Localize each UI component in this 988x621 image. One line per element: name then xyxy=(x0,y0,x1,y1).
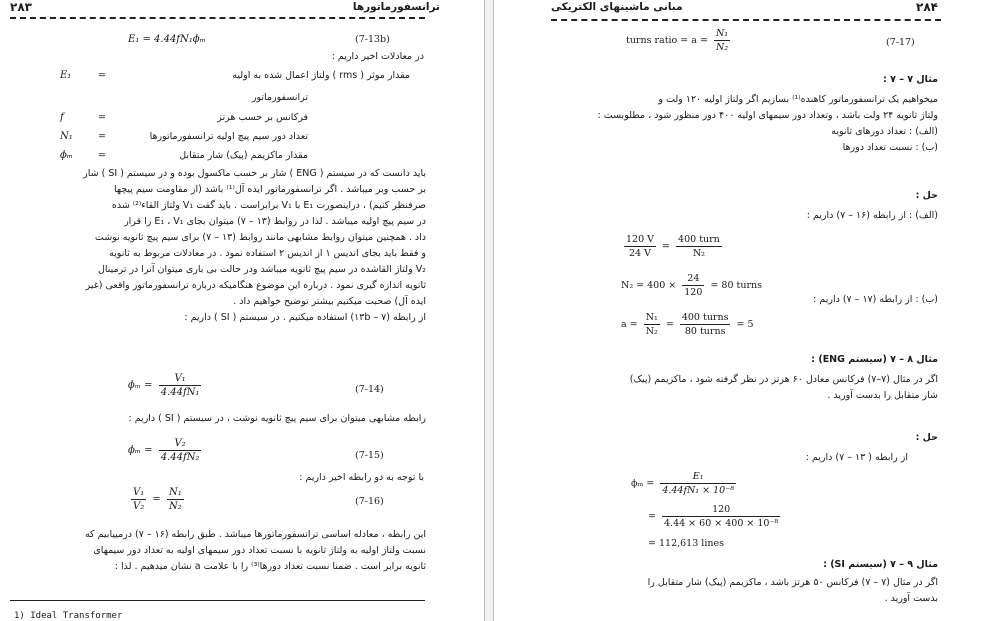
intro-text: در معادلات اخیر داریم : xyxy=(331,51,424,62)
equation-lhs: ϕₘ = xyxy=(128,380,153,391)
text-line: داد . همچنین میتوان روابط مشابهی مانند روابط (۱۳ – ۷) برای سیم پیچ ثانویه نوشت xyxy=(94,232,426,243)
variable-definition: مقدار ماکزیمم (پیک) شار متقابل xyxy=(179,150,308,161)
example-body xyxy=(546,92,938,156)
fraction-denominator: 4.44fN₂ xyxy=(160,452,200,463)
running-header: ترانسفورماتورها xyxy=(352,1,440,13)
equals-sign: = xyxy=(98,70,106,81)
example-title: مثال ۹ – ۷ (سیستم SI) : xyxy=(823,559,938,570)
header-rule xyxy=(551,19,941,21)
fraction-denominator: 80 turns xyxy=(684,326,726,337)
text-line: (ب) : نسبت تعداد دورها xyxy=(842,142,938,153)
fraction-denominator: 4.44fN₁ × 10⁻⁸ xyxy=(662,485,735,496)
text-line: اگر در مثال (۷ – ۷) فرکانس ۵۰ هرتز باشد ، ماکزیمم (پیک) شار متقابل را xyxy=(647,577,938,588)
fraction xyxy=(644,311,660,338)
equals-sign: = xyxy=(98,112,106,123)
variable-symbol: N₁ xyxy=(60,131,73,142)
fraction xyxy=(714,27,730,54)
fraction-denominator: V₂ xyxy=(133,501,145,512)
text-line: نسبت ولتاژ اولیه به ولتاژ ثانویه با نسبت تعداد دور سیمهای اولیه به تعداد دور سیمهای xyxy=(93,545,426,556)
fraction-numerator: 400 turns xyxy=(681,312,729,323)
equation-lhs: turns ratio = a = xyxy=(626,35,708,46)
fraction-denominator: N₂ xyxy=(169,501,182,512)
text-line: باید دانست که در سیستم ( ENG ) شار بر حسب ماکسول بوده و در سیستم ( SI ) شار xyxy=(83,168,426,179)
text-line: از رابطه ( ۱۳ – ۷) داریم : xyxy=(805,452,908,463)
fraction-denominator: 4.44fN₁ xyxy=(160,387,200,398)
text-line: ایده آل) صحبت میکنیم بیشتر توضیح خواهیم داد . xyxy=(233,296,426,307)
fraction xyxy=(624,233,656,260)
fraction-denominator: N₂ xyxy=(692,248,705,259)
equation-flux xyxy=(631,470,739,497)
fraction-numerator: V₁ xyxy=(159,372,202,386)
fraction xyxy=(682,272,704,299)
text-line: ولتاژ ثانویه ۲۴ ولت باشد ، وتعداد دور سیمهای اولیه ۴۰۰ دور منظور شود ، مطلوبست : xyxy=(597,110,938,121)
equation-result: = 80 turns xyxy=(710,280,762,291)
page-number: ۲۸۴ xyxy=(916,0,938,14)
text-line: در سیم پیچ اولیه میباشد . لذا در روابط (۱۳ – ۷) میتوان بجای E₁ ، V₁ را قرار xyxy=(124,216,426,227)
equation-label: (7-13b) xyxy=(355,34,390,45)
fraction xyxy=(662,503,780,530)
variable-definition: مقدار موثر ( rms ) ولتاژ اعمال شده به اولیه xyxy=(232,70,410,81)
equation-ratio xyxy=(621,233,725,260)
text-line: اگر در مثال (۷–۷) فرکانس معادل ۶۰ هرتز در نظر گرفته شود ، ماکزیمم (پیک) xyxy=(629,374,938,385)
header-rule xyxy=(10,17,425,19)
example-body xyxy=(546,372,938,404)
text-line: میخواهیم یک ترانسفورماتور کاهنده⁽¹⁾ بسازیم اگر ولتاژ اولیه ۱۲۰ ولت و xyxy=(658,94,938,105)
fraction-numerator: 120 V xyxy=(626,234,655,245)
closing-paragraph xyxy=(8,527,426,575)
fraction-denominator: 24 V xyxy=(629,248,651,259)
fraction-denominator: N₂ xyxy=(645,326,658,337)
equation-label: (7-14) xyxy=(355,384,384,395)
fraction-numerator: N₁ xyxy=(715,28,729,39)
equals-sign: = xyxy=(662,241,671,252)
equals-sign: = xyxy=(152,494,161,505)
equation-label: (7-15) xyxy=(355,450,384,461)
fraction-numerator: N₁ xyxy=(645,312,658,323)
fraction-numerator: N₁ xyxy=(169,487,182,498)
fraction-denominator: 4.44 × 60 × 400 × 10⁻⁸ xyxy=(664,518,779,529)
text-line: (الف) : از رابطه (۱۶ – ۷) داریم : xyxy=(806,210,938,221)
fraction xyxy=(159,437,202,464)
body-paragraph xyxy=(8,166,426,326)
fraction-numerator: V₁ xyxy=(133,487,145,498)
variable-symbol: f xyxy=(60,112,64,123)
equation-flux-result: = 112,613 lines xyxy=(648,538,724,549)
equation-lhs: ϕₘ = xyxy=(128,445,153,456)
text-line: ثانویه اندازه گیری نمود . درباره این موضوع هنگامیکه درباره ترانسفورماتور واقعی (غیر xyxy=(85,280,426,291)
text-line: با توجه به دو رابطه اخیر داریم : xyxy=(299,472,424,483)
equation-lhs: a = xyxy=(621,319,638,330)
text-line: و فقط باید بجای اندیس ۱ از اندیس ۲ استفاده نمود . در معادلات مربوط به ثانویه xyxy=(109,248,426,259)
text-line: بدست آورید . xyxy=(884,593,938,604)
text-line: از رابطه (۱۳b – ۷) استفاده میکنیم . در سیستم ( SI ) داریم : xyxy=(184,312,426,323)
equation-flux-substituted xyxy=(648,503,783,530)
equation-lhs: N₂ = 400 × xyxy=(621,280,677,291)
equals-sign: = xyxy=(98,131,106,142)
equation-lhs: ϕₘ = xyxy=(631,478,655,489)
variable-symbol: ϕₘ xyxy=(60,150,73,161)
variable-symbol: E₁ xyxy=(60,70,72,81)
text-line: V₂ ولتاژ القاشده در سیم پیچ ثانویه میباشد ودر حالت بی باری میتوان آنرا در ترمینال xyxy=(97,264,426,275)
solution-label: حل : xyxy=(915,190,938,201)
fraction-numerator: 24 xyxy=(682,272,704,286)
solution-label: حل : xyxy=(915,432,938,443)
text-line: بر حسب وبر میباشد . اگر ترانسفورماتور ایده آل⁽¹⁾ باشد (از مقاومت سیم پیچها xyxy=(113,184,426,195)
footnote-rule xyxy=(10,600,425,601)
text-line: ثانویه برابر است . ضمنا نسبت تعداد دورها⁽³⁾ را با علامت a نشان میدهیم . لذا : xyxy=(114,561,426,572)
equation-7-13b: E₁ = 4.44fN₁ϕₘ xyxy=(128,34,206,45)
fraction xyxy=(680,311,731,338)
variable-definition: فرکانس بر حسب هرتز xyxy=(217,112,308,123)
fraction xyxy=(660,470,736,497)
fraction-denominator: N₂ xyxy=(715,42,729,53)
equals-sign: = xyxy=(98,150,106,161)
equation-7-17 xyxy=(626,27,733,54)
equation-label: (7-17) xyxy=(886,37,915,48)
equation-turns-ratio xyxy=(621,311,754,338)
fraction-numerator: E₁ xyxy=(660,470,736,484)
fraction xyxy=(159,372,202,399)
example-title: مثال ۷ – ۷ : xyxy=(883,74,938,85)
fraction xyxy=(131,486,146,513)
left-page xyxy=(0,0,480,621)
fraction-denominator: 120 xyxy=(684,287,703,298)
text-line: رابطه مشابهی میتوان برای سیم پیچ ثانویه نوشت ، در سیستم ( SI ) داریم : xyxy=(128,413,426,424)
text-line: صرفنظر کنیم) ، دراینصورت E₁ با V₁ برابراست . باید گفت V₁ ولتاژ القاء⁽²⁾ شده xyxy=(111,200,426,211)
running-header: مبانی ماشینهای الکتریکی xyxy=(551,1,683,13)
equation-label: (7-16) xyxy=(355,496,384,507)
equals-sign: = xyxy=(665,319,674,330)
text-line: شار متقابل را بدست آورید . xyxy=(827,390,938,401)
right-page xyxy=(496,0,988,621)
variable-definition: تعداد دور سیم پیچ اولیه ترانسفورماتورها xyxy=(149,131,308,142)
equation-7-14 xyxy=(128,372,204,399)
variable-definition: ترانسفورماتور xyxy=(251,92,308,103)
fraction-numerator: 120 xyxy=(662,503,780,517)
equation-7-15 xyxy=(128,437,204,464)
fraction xyxy=(167,486,184,513)
text-line: این رابطه ، معادله اساسی ترانسفورماتورها میباشد . طبق رابطه (۱۶ – ۷) درمییابیم که xyxy=(84,529,426,540)
fraction-numerator: V₂ xyxy=(159,437,202,451)
text-line: (الف) : تعداد دورهای ثانویه xyxy=(831,126,938,137)
footnote: 1) Ideal Transformer xyxy=(14,611,123,621)
fraction xyxy=(676,233,722,260)
equation-7-16 xyxy=(128,486,187,513)
book-spine xyxy=(484,0,494,621)
equals-sign: = xyxy=(648,511,656,522)
page-number: ۲۸۳ xyxy=(10,0,32,14)
equation-result: = 5 xyxy=(736,319,754,330)
text-line: (ب) : از رابطه (۱۷ – ۷) داریم : xyxy=(813,294,938,305)
example-title: مثال ۸ – ۷ (سیستم ENG) : xyxy=(811,354,938,365)
example-body xyxy=(546,575,938,607)
fraction-numerator: 400 turn xyxy=(678,234,720,245)
